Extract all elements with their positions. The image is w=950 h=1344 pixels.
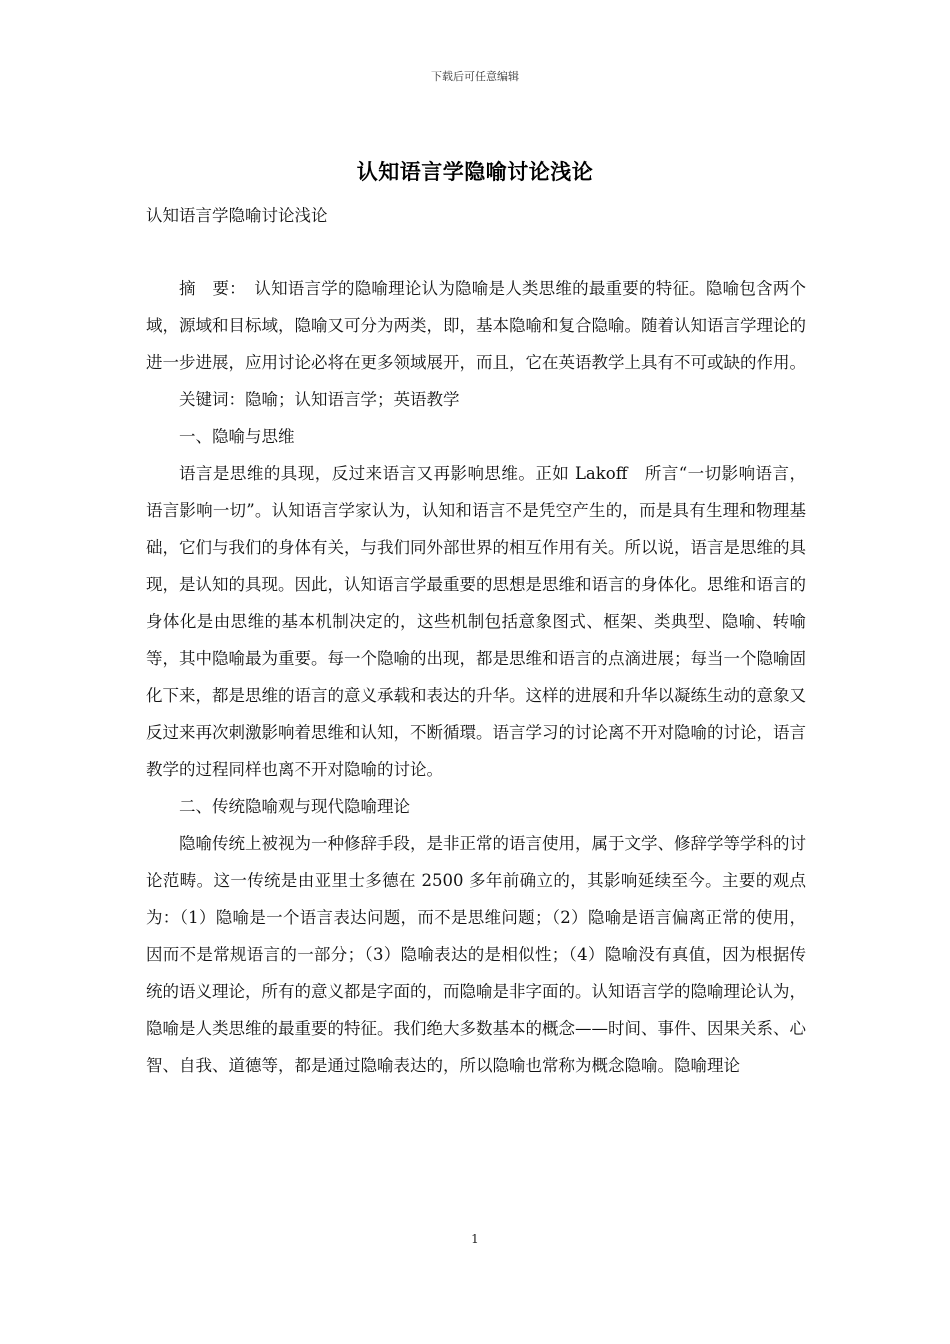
document-subtitle: 认知语言学隐喻讨论浅论	[146, 206, 328, 225]
body-paragraph: 隐喻传统上被视为一种修辞手段，是非正常的语言使用，属于文学、修辞学等学科的讨论范畴。这一传统是由亚里士多德在 2500 多年前确立的，其影响延续至今。主要的观点为：（1）隐喻是一个语言表达问题，而不是思维问题；（2）隐喻是语言偏离正常的使用，因而不是常规语言的一部分；（3）隐喻表达的是相似性；（4）隐喻没有真值，因为根据传统的语义理论，所有的意义都是字面的，而隐喻是非字面的。认知语言学的隐喻理论认为，隐喻是人类思维的最重要的特征。我们绝大多数基本的概念——时间、事件、因果关系、心智、自我、道德等，都是通过隐喻表达的，所以隐喻也常称为概念隐喻。隐喻理论	[146, 834, 806, 1075]
page-header: 下载后可任意编辑	[431, 70, 519, 83]
body-paragraph: 语言是思维的具现，反过来语言又再影响思维。正如 Lakoff 所言“一切影响语言，语言影响一切”。认知语言学家认为，认知和语言不是凭空产生的，而是具有生理和物理基础，它们与我们的身体有关，与我们同外部世界的相互作用有关。所以说，语言是思维的具现，是认知的具现。因此，认知语言学最重要的思想是思维和语言的身体化。思维和语言的身体化是由思维的基本机制决定的，这些机制包括意象图式、框架、类典型、隐喻、转喻等，其中隐喻最为重要。每一个隐喻的出现，都是思维和语言的点滴进展；每当一个隐喻固化下来，都是思维的语言的意义承载和表达的升华。这样的进展和升华以凝练生动的意象又反过来再次刺激影响着思维和认知，不断循環。语言学习的讨论离不开对隐喻的讨论，语言教学的过程同样也离不开对隐喻的讨论。	[146, 464, 806, 779]
document-body	[146, 270, 806, 1084]
page-number: 1	[471, 1232, 479, 1246]
abstract-paragraph: 摘 要： 认知语言学的隐喻理论认为隐喻是人类思维的最重要的特征。隐喻包含两个域，源域和目标域，隐喻又可分为两类，即，基本隐喻和复合隐喻。随着认知语言学理论的进一步进展，应用讨论必将在更多领域展开，而且，它在英语教学上具有不可或缺的作用。	[146, 279, 806, 372]
section-heading-2: 二、传统隐喻观与现代隐喻理论	[179, 797, 410, 816]
section-heading-1: 一、隐喻与思维	[179, 427, 295, 446]
keywords-line: 关键词：隐喻；认知语言学；英语教学	[179, 390, 460, 409]
document-title: 认知语言学隐喻讨论浅论	[356, 159, 594, 184]
